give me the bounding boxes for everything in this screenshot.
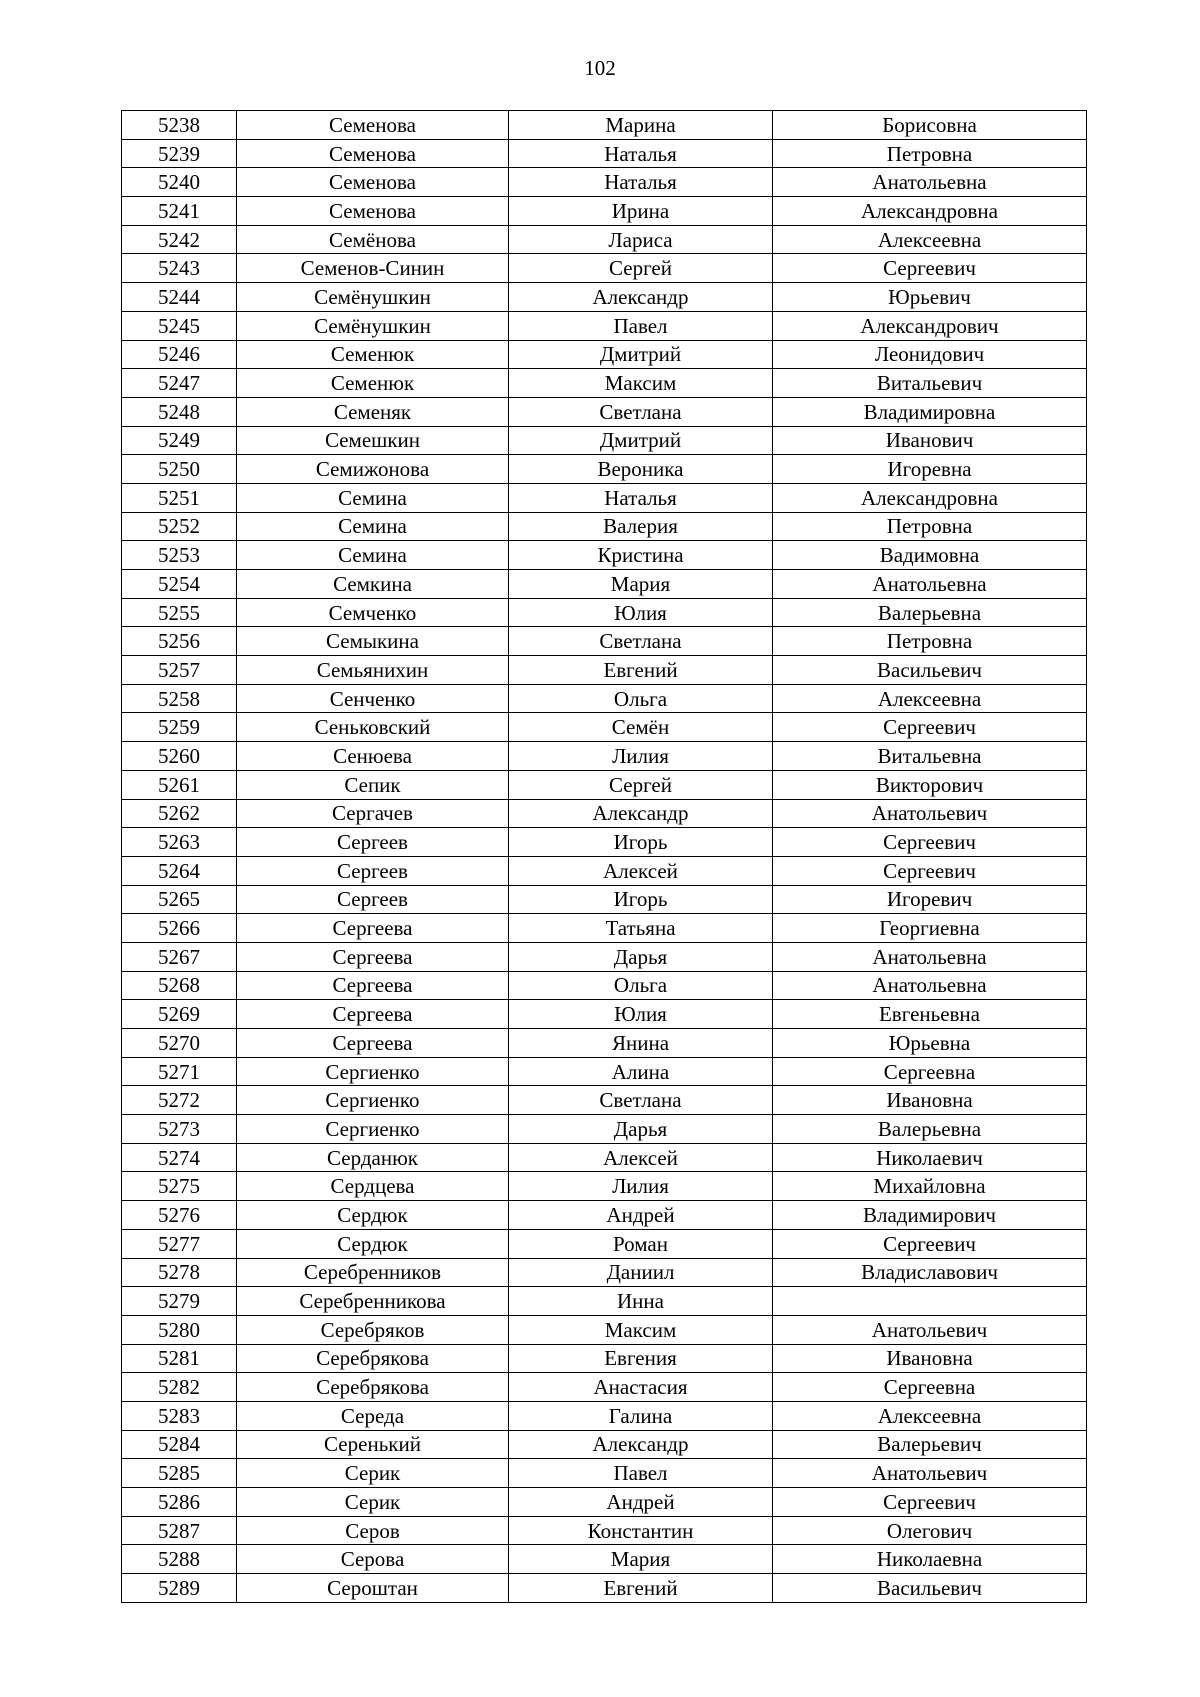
last-name-cell: Сергеева	[237, 971, 509, 1000]
first-name-cell: Даниил	[509, 1258, 773, 1287]
registry-table	[121, 110, 1087, 1603]
table-row	[122, 742, 1087, 771]
row-number-cell: 5259	[122, 713, 237, 742]
first-name-cell: Павел	[509, 311, 773, 340]
patronymic-cell: Сергеевич	[773, 828, 1087, 857]
first-name-cell: Валерия	[509, 512, 773, 541]
patronymic-cell: Петровна	[773, 512, 1087, 541]
first-name-cell: Дарья	[509, 1115, 773, 1144]
first-name-cell: Евгений	[509, 1574, 773, 1603]
patronymic-cell: Георгиевна	[773, 914, 1087, 943]
row-number-cell: 5254	[122, 570, 237, 599]
row-number-cell: 5278	[122, 1258, 237, 1287]
row-number-cell: 5241	[122, 197, 237, 226]
first-name-cell: Татьяна	[509, 914, 773, 943]
patronymic-cell: Витальевич	[773, 369, 1087, 398]
row-number-cell: 5262	[122, 799, 237, 828]
row-number-cell: 5270	[122, 1029, 237, 1058]
patronymic-cell: Николаевич	[773, 1143, 1087, 1172]
last-name-cell: Сергиенко	[237, 1057, 509, 1086]
table-row	[122, 1430, 1087, 1459]
table-row	[122, 225, 1087, 254]
patronymic-cell: Петровна	[773, 627, 1087, 656]
row-number-cell: 5246	[122, 340, 237, 369]
patronymic-cell: Сергеевич	[773, 713, 1087, 742]
last-name-cell: Сергеева	[237, 1029, 509, 1058]
table-row	[122, 828, 1087, 857]
patronymic-cell: Леонидович	[773, 340, 1087, 369]
row-number-cell: 5264	[122, 856, 237, 885]
row-number-cell: 5285	[122, 1459, 237, 1488]
row-number-cell: 5258	[122, 684, 237, 713]
patronymic-cell: Алексеевна	[773, 1401, 1087, 1430]
patronymic-cell: Александровна	[773, 197, 1087, 226]
last-name-cell: Семенова	[237, 168, 509, 197]
row-number-cell: 5281	[122, 1344, 237, 1373]
last-name-cell: Семенюк	[237, 340, 509, 369]
row-number-cell: 5252	[122, 512, 237, 541]
patronymic-cell: Валерьевна	[773, 598, 1087, 627]
patronymic-cell: Анатольевна	[773, 971, 1087, 1000]
row-number-cell: 5250	[122, 455, 237, 484]
last-name-cell: Семина	[237, 483, 509, 512]
patronymic-cell: Анатольевич	[773, 1459, 1087, 1488]
row-number-cell: 5238	[122, 111, 237, 140]
last-name-cell: Серебрякова	[237, 1344, 509, 1373]
table-row	[122, 1516, 1087, 1545]
page-number: 102	[584, 56, 616, 80]
last-name-cell: Сергеев	[237, 885, 509, 914]
first-name-cell: Светлана	[509, 627, 773, 656]
last-name-cell: Семёнушкин	[237, 311, 509, 340]
last-name-cell: Сенченко	[237, 684, 509, 713]
patronymic-cell: Ивановна	[773, 1086, 1087, 1115]
first-name-cell: Андрей	[509, 1201, 773, 1230]
first-name-cell: Юлия	[509, 1000, 773, 1029]
row-number-cell: 5266	[122, 914, 237, 943]
last-name-cell: Семина	[237, 541, 509, 570]
table-row	[122, 1488, 1087, 1517]
table-row	[122, 1401, 1087, 1430]
first-name-cell: Галина	[509, 1401, 773, 1430]
table-row	[122, 197, 1087, 226]
last-name-cell: Серебренников	[237, 1258, 509, 1287]
table-row	[122, 770, 1087, 799]
first-name-cell: Роман	[509, 1229, 773, 1258]
table-row	[122, 512, 1087, 541]
patronymic-cell: Борисовна	[773, 111, 1087, 140]
first-name-cell: Ирина	[509, 197, 773, 226]
first-name-cell: Анастасия	[509, 1373, 773, 1402]
row-number-cell: 5277	[122, 1229, 237, 1258]
table-row	[122, 1115, 1087, 1144]
last-name-cell: Сергеева	[237, 1000, 509, 1029]
last-name-cell: Семёнова	[237, 225, 509, 254]
row-number-cell: 5245	[122, 311, 237, 340]
first-name-cell: Дмитрий	[509, 340, 773, 369]
first-name-cell: Алина	[509, 1057, 773, 1086]
row-number-cell: 5247	[122, 369, 237, 398]
first-name-cell: Наталья	[509, 168, 773, 197]
table-row	[122, 1029, 1087, 1058]
first-name-cell: Константин	[509, 1516, 773, 1545]
first-name-cell: Максим	[509, 369, 773, 398]
first-name-cell: Максим	[509, 1315, 773, 1344]
row-number-cell: 5284	[122, 1430, 237, 1459]
table-row	[122, 1086, 1087, 1115]
first-name-cell: Мария	[509, 1545, 773, 1574]
patronymic-cell: Александрович	[773, 311, 1087, 340]
first-name-cell: Игорь	[509, 885, 773, 914]
last-name-cell: Семыкина	[237, 627, 509, 656]
row-number-cell: 5243	[122, 254, 237, 283]
first-name-cell: Дмитрий	[509, 426, 773, 455]
patronymic-cell: Михайловна	[773, 1172, 1087, 1201]
table-row	[122, 570, 1087, 599]
first-name-cell: Ольга	[509, 971, 773, 1000]
first-name-cell: Инна	[509, 1287, 773, 1316]
first-name-cell: Наталья	[509, 483, 773, 512]
table-row	[122, 627, 1087, 656]
first-name-cell: Кристина	[509, 541, 773, 570]
table-row	[122, 885, 1087, 914]
registry-table-body	[122, 111, 1087, 1603]
first-name-cell: Александр	[509, 1430, 773, 1459]
table-row	[122, 254, 1087, 283]
patronymic-cell: Ивановна	[773, 1344, 1087, 1373]
first-name-cell: Мария	[509, 570, 773, 599]
last-name-cell: Серенький	[237, 1430, 509, 1459]
first-name-cell: Алексей	[509, 856, 773, 885]
first-name-cell: Вероника	[509, 455, 773, 484]
patronymic-cell: Александровна	[773, 483, 1087, 512]
last-name-cell: Сергиенко	[237, 1086, 509, 1115]
row-number-cell: 5248	[122, 397, 237, 426]
last-name-cell: Семьянихин	[237, 656, 509, 685]
last-name-cell: Серебрякова	[237, 1373, 509, 1402]
last-name-cell: Сердюк	[237, 1201, 509, 1230]
table-row	[122, 541, 1087, 570]
patronymic-cell: Юрьевич	[773, 283, 1087, 312]
patronymic-cell: Николаевна	[773, 1545, 1087, 1574]
first-name-cell: Марина	[509, 111, 773, 140]
last-name-cell: Сергиенко	[237, 1115, 509, 1144]
first-name-cell: Ольга	[509, 684, 773, 713]
row-number-cell: 5261	[122, 770, 237, 799]
first-name-cell: Юлия	[509, 598, 773, 627]
first-name-cell: Александр	[509, 283, 773, 312]
row-number-cell: 5288	[122, 1545, 237, 1574]
row-number-cell: 5289	[122, 1574, 237, 1603]
row-number-cell: 5279	[122, 1287, 237, 1316]
first-name-cell: Александр	[509, 799, 773, 828]
last-name-cell: Серик	[237, 1459, 509, 1488]
last-name-cell: Семёнушкин	[237, 283, 509, 312]
table-row	[122, 397, 1087, 426]
last-name-cell: Сенюева	[237, 742, 509, 771]
patronymic-cell: Игоревна	[773, 455, 1087, 484]
patronymic-cell: Витальевна	[773, 742, 1087, 771]
patronymic-cell: Васильевич	[773, 656, 1087, 685]
table-row	[122, 914, 1087, 943]
row-number-cell: 5282	[122, 1373, 237, 1402]
patronymic-cell: Алексеевна	[773, 225, 1087, 254]
patronymic-cell: Сергеевна	[773, 1057, 1087, 1086]
patronymic-cell: Игоревич	[773, 885, 1087, 914]
table-row	[122, 455, 1087, 484]
first-name-cell: Светлана	[509, 397, 773, 426]
table-row	[122, 971, 1087, 1000]
row-number-cell: 5275	[122, 1172, 237, 1201]
row-number-cell: 5253	[122, 541, 237, 570]
first-name-cell: Игорь	[509, 828, 773, 857]
table-row	[122, 1000, 1087, 1029]
last-name-cell: Семенова	[237, 111, 509, 140]
row-number-cell: 5255	[122, 598, 237, 627]
table-row	[122, 1201, 1087, 1230]
patronymic-cell: Юрьевна	[773, 1029, 1087, 1058]
last-name-cell: Сепик	[237, 770, 509, 799]
patronymic-cell: Валерьевна	[773, 1115, 1087, 1144]
first-name-cell: Янина	[509, 1029, 773, 1058]
row-number-cell: 5260	[122, 742, 237, 771]
row-number-cell: 5273	[122, 1115, 237, 1144]
last-name-cell: Семенов-Синин	[237, 254, 509, 283]
row-number-cell: 5271	[122, 1057, 237, 1086]
last-name-cell: Серов	[237, 1516, 509, 1545]
row-number-cell: 5283	[122, 1401, 237, 1430]
patronymic-cell: Сергеевич	[773, 1229, 1087, 1258]
table-row	[122, 1545, 1087, 1574]
last-name-cell: Семешкин	[237, 426, 509, 455]
last-name-cell: Середа	[237, 1401, 509, 1430]
first-name-cell: Алексей	[509, 1143, 773, 1172]
table-row	[122, 1057, 1087, 1086]
row-number-cell: 5256	[122, 627, 237, 656]
first-name-cell: Дарья	[509, 942, 773, 971]
row-number-cell: 5267	[122, 942, 237, 971]
last-name-cell: Семенова	[237, 139, 509, 168]
first-name-cell: Наталья	[509, 139, 773, 168]
patronymic-cell: Олегович	[773, 1516, 1087, 1545]
last-name-cell: Сергеев	[237, 828, 509, 857]
row-number-cell: 5265	[122, 885, 237, 914]
last-name-cell: Семенюк	[237, 369, 509, 398]
first-name-cell: Семён	[509, 713, 773, 742]
table-row	[122, 1287, 1087, 1316]
first-name-cell: Лариса	[509, 225, 773, 254]
patronymic-cell: Сергеевич	[773, 856, 1087, 885]
first-name-cell: Светлана	[509, 1086, 773, 1115]
row-number-cell: 5272	[122, 1086, 237, 1115]
first-name-cell: Евгений	[509, 656, 773, 685]
patronymic-cell: Евгеньевна	[773, 1000, 1087, 1029]
last-name-cell: Серова	[237, 1545, 509, 1574]
table-row	[122, 713, 1087, 742]
last-name-cell: Сердцева	[237, 1172, 509, 1201]
patronymic-cell: Анатольевич	[773, 1315, 1087, 1344]
first-name-cell: Сергей	[509, 254, 773, 283]
first-name-cell: Андрей	[509, 1488, 773, 1517]
row-number-cell: 5268	[122, 971, 237, 1000]
last-name-cell: Семижонова	[237, 455, 509, 484]
row-number-cell: 5276	[122, 1201, 237, 1230]
row-number-cell: 5280	[122, 1315, 237, 1344]
last-name-cell: Серданюк	[237, 1143, 509, 1172]
table-row	[122, 1258, 1087, 1287]
table-row	[122, 799, 1087, 828]
last-name-cell: Семенова	[237, 197, 509, 226]
row-number-cell: 5239	[122, 139, 237, 168]
first-name-cell: Лилия	[509, 742, 773, 771]
patronymic-cell: Иванович	[773, 426, 1087, 455]
patronymic-cell: Викторович	[773, 770, 1087, 799]
table-row	[122, 340, 1087, 369]
last-name-cell: Сеньковский	[237, 713, 509, 742]
last-name-cell: Сергеева	[237, 914, 509, 943]
table-row	[122, 1344, 1087, 1373]
patronymic-cell: Вадимовна	[773, 541, 1087, 570]
row-number-cell: 5274	[122, 1143, 237, 1172]
table-row	[122, 369, 1087, 398]
last-name-cell: Семкина	[237, 570, 509, 599]
row-number-cell: 5286	[122, 1488, 237, 1517]
last-name-cell: Семина	[237, 512, 509, 541]
table-row	[122, 111, 1087, 140]
table-row	[122, 1373, 1087, 1402]
patronymic-cell: Анатольевич	[773, 799, 1087, 828]
patronymic-cell: Владиславович	[773, 1258, 1087, 1287]
table-row	[122, 1315, 1087, 1344]
table-row	[122, 1172, 1087, 1201]
table-row	[122, 942, 1087, 971]
patronymic-cell: Владимирович	[773, 1201, 1087, 1230]
first-name-cell: Евгения	[509, 1344, 773, 1373]
patronymic-cell: Сергеевич	[773, 1488, 1087, 1517]
table-row	[122, 311, 1087, 340]
first-name-cell: Сергей	[509, 770, 773, 799]
first-name-cell: Павел	[509, 1459, 773, 1488]
patronymic-cell: Владимировна	[773, 397, 1087, 426]
table-row	[122, 598, 1087, 627]
patronymic-cell: Анатольевна	[773, 942, 1087, 971]
row-number-cell: 5244	[122, 283, 237, 312]
last-name-cell: Сероштан	[237, 1574, 509, 1603]
last-name-cell: Серебряков	[237, 1315, 509, 1344]
patronymic-cell: Петровна	[773, 139, 1087, 168]
row-number-cell: 5257	[122, 656, 237, 685]
table-row	[122, 856, 1087, 885]
patronymic-cell: Анатольевна	[773, 168, 1087, 197]
table-row	[122, 1229, 1087, 1258]
last-name-cell: Семченко	[237, 598, 509, 627]
first-name-cell: Лилия	[509, 1172, 773, 1201]
last-name-cell: Серебренникова	[237, 1287, 509, 1316]
table-row	[122, 656, 1087, 685]
patronymic-cell: Валерьевич	[773, 1430, 1087, 1459]
patronymic-cell	[773, 1287, 1087, 1316]
row-number-cell: 5240	[122, 168, 237, 197]
table-row	[122, 426, 1087, 455]
last-name-cell: Сергачев	[237, 799, 509, 828]
row-number-cell: 5287	[122, 1516, 237, 1545]
last-name-cell: Семеняк	[237, 397, 509, 426]
last-name-cell: Сердюк	[237, 1229, 509, 1258]
row-number-cell: 5269	[122, 1000, 237, 1029]
table-row	[122, 139, 1087, 168]
row-number-cell: 5263	[122, 828, 237, 857]
patronymic-cell: Сергеевна	[773, 1373, 1087, 1402]
table-row	[122, 1143, 1087, 1172]
table-row	[122, 684, 1087, 713]
last-name-cell: Сергеева	[237, 942, 509, 971]
patronymic-cell: Сергеевич	[773, 254, 1087, 283]
patronymic-cell: Васильевич	[773, 1574, 1087, 1603]
table-row	[122, 1574, 1087, 1603]
row-number-cell: 5242	[122, 225, 237, 254]
table-row	[122, 283, 1087, 312]
table-row	[122, 168, 1087, 197]
last-name-cell: Сергеев	[237, 856, 509, 885]
patronymic-cell: Алексеевна	[773, 684, 1087, 713]
last-name-cell: Серик	[237, 1488, 509, 1517]
patronymic-cell: Анатольевна	[773, 570, 1087, 599]
row-number-cell: 5249	[122, 426, 237, 455]
row-number-cell: 5251	[122, 483, 237, 512]
table-row	[122, 1459, 1087, 1488]
table-row	[122, 483, 1087, 512]
